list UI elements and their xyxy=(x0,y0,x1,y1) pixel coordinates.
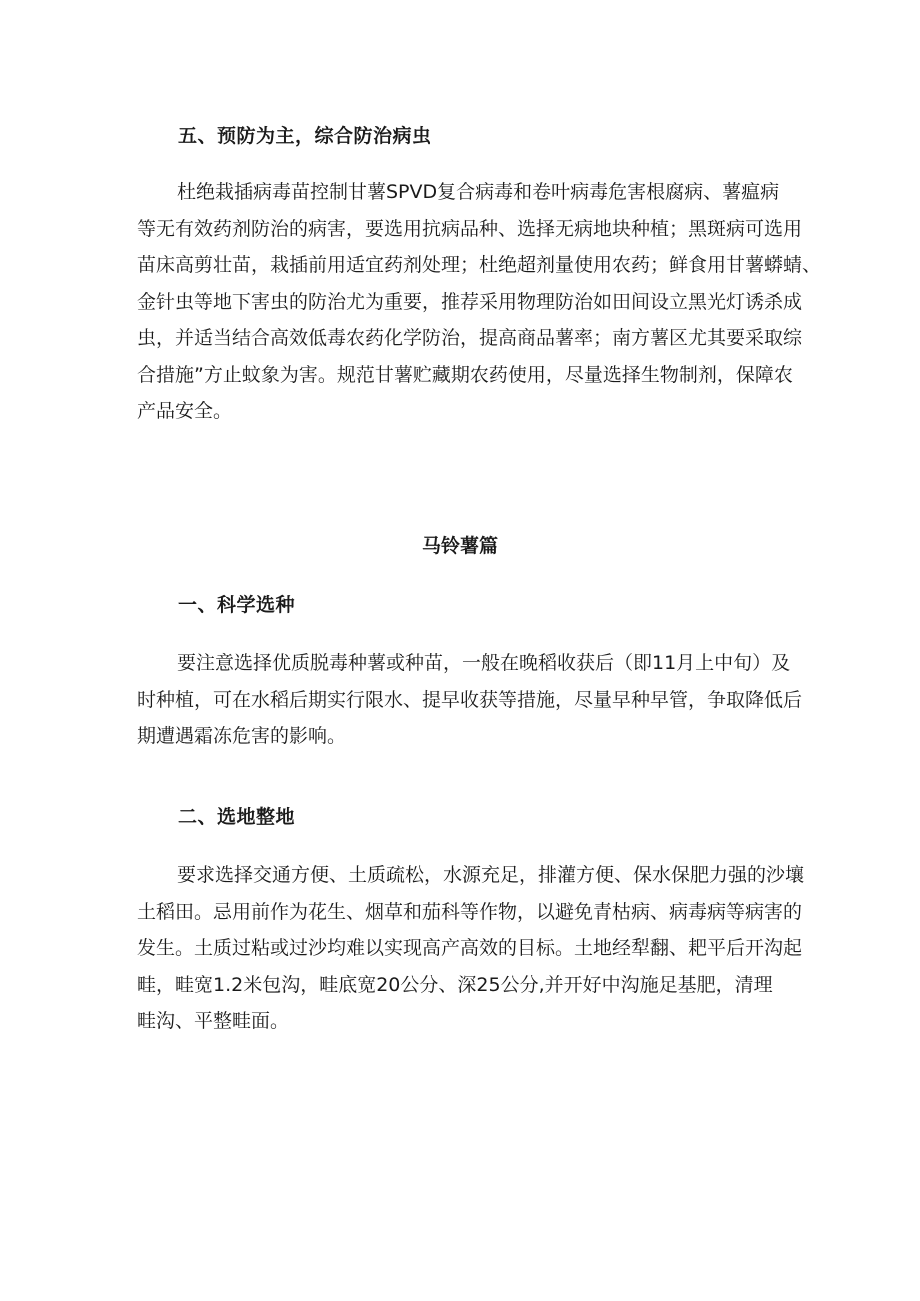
text-line: 要求选择交通方便、土质疏松，水源充足，排灌方便、保水保肥力强的沙壤 xyxy=(177,864,805,886)
section-heading-seed-selection: 一、科学选种 xyxy=(178,594,296,616)
text-line: 产品安全。 xyxy=(137,400,233,422)
text-line: 虫，并适当结合高效低毒农药化学防治，提高商品薯率；南方薯区尤其要采取综 xyxy=(137,327,803,349)
text-line: 畦沟、平整畦面。 xyxy=(137,1010,290,1032)
text-line: 等无有效药剂防治的病害，要选用抗病品种、选择无病地块种植；黑斑病可选用 xyxy=(137,217,803,240)
text-line: 期遭遇霜冻危害的影响。 xyxy=(137,725,347,747)
text-line: 金针虫等地下害虫的防治尤为重要，推荐采用物理防治如田间设立黑光灯诱杀成 xyxy=(137,290,803,313)
text-line: 发生。土质过粘或过沙均难以实现高产高效的目标。土地经犁翻、耙平后开沟起 xyxy=(137,937,803,959)
paragraph-land-preparation xyxy=(137,857,805,1040)
text-line: 时种植，可在水稻后期实行限水、提早收获等措施，尽量早种早管，争取降低后 xyxy=(137,688,803,711)
text-line: 苗床高剪壮苗，栽插前用适宜药剂处理；杜绝超剂量使用农药；鲜食用甘薯蟒蜻、 xyxy=(137,254,822,276)
text-line: 畦，畦宽1.2米包沟，畦底宽20公分、深25公分,并开好中沟施足基肥，清理 xyxy=(137,973,773,996)
part-title-potato: 马铃薯篇 xyxy=(421,535,498,557)
text-line: 要注意选择优质脱毒种薯或种苗，一般在晚稻收获后（即11月上中旬）及 xyxy=(177,652,791,674)
section-heading-land-preparation: 二、选地整地 xyxy=(178,806,296,828)
section-heading-prevention: 五、预防为主，综合防治病虫 xyxy=(178,125,432,147)
text-line: 土稻田。忌用前作为花生、烟草和茄科等作物，以避免青枯病、病毒病等病害的 xyxy=(137,900,803,923)
text-line: 杜绝栽插病毒苗控制甘薯SPVD复合病毒和卷叶病毒危害根腐病、薯瘟病 xyxy=(177,181,780,203)
paragraph-seed-selection xyxy=(137,645,803,755)
text-line: 合措施”方止蚊象为害。规范甘薯贮藏期农药使用，尽量选择生物制剂，保障农 xyxy=(137,363,793,386)
paragraph-pest-control xyxy=(137,174,822,430)
